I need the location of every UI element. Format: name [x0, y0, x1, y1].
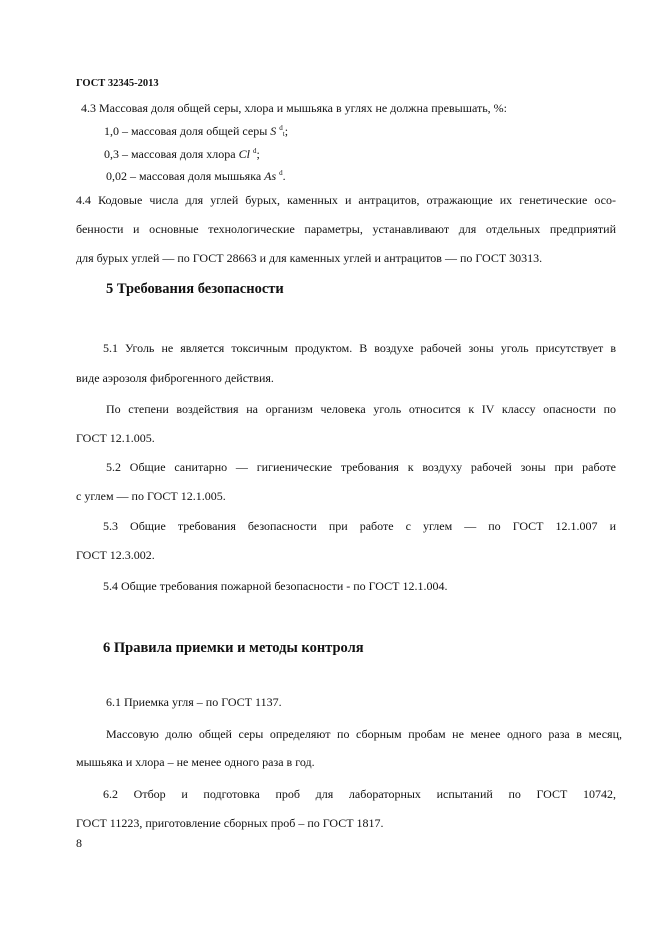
sulfur-subscript: t: [282, 130, 285, 138]
paragraph-6-1b-line-1: Массовую долю общей серы определяют по сборным пробам не менее одного раза в месяц,: [106, 727, 622, 741]
paragraph-5-4: 5.4 Общие требования пожарной безопасности - по ГОСТ 12.1.004.: [103, 579, 448, 593]
chlorine-symbol: Cl: [238, 147, 250, 161]
paragraph-5-1-line-2: виде аэрозоля фиброгенного действия.: [76, 371, 274, 385]
paragraph-6-1: 6.1 Приемка угля – по ГОСТ 1137.: [106, 695, 282, 709]
paragraph-6-1b-line-2: мышьяка и хлора – не менее одного раза в год.: [76, 755, 315, 769]
paragraph-5-2-line-1: 5.2 Общие санитарно — гигиенические требования к воздуху рабочей зоны при работе: [106, 460, 616, 474]
arsenic-superscript: d: [279, 169, 283, 177]
section-5-title: 5 Требования безопасности: [106, 281, 284, 297]
chlorine-superscript: d: [252, 147, 257, 155]
sulfur-limit-text: 1,0 – массовая доля общей серы: [104, 124, 271, 138]
arsenic-symbol: As: [264, 169, 277, 183]
sulfur-superscript: d: [279, 124, 283, 132]
chlorine-limit-text: 0,3 – массовая доля хлора: [104, 147, 239, 161]
chlorine-line-end: ;: [256, 147, 260, 161]
sulfur-limit-line: [104, 124, 288, 138]
paragraph-4-4-line-2: бенности и основные технологические параметры, устанавливают для отдельных предприятий: [76, 222, 616, 236]
paragraph-5-3-line-2: ГОСТ 12.3.002.: [76, 548, 155, 562]
chlorine-limit-line: [104, 147, 260, 161]
paragraph-6-2-line-2: ГОСТ 11223, приготовление сборных проб – по ГОСТ 1817.: [76, 816, 384, 830]
section-6-title: 6 Правила приемки и методы контроля: [103, 640, 364, 656]
sulfur-symbol: S: [270, 124, 277, 138]
arsenic-limit-text: 0,02 – массовая доля мышьяка: [106, 169, 265, 183]
paragraph-5-1b-line-2: ГОСТ 12.1.005.: [76, 431, 155, 445]
page-number: 8: [76, 836, 82, 850]
paragraph-4-4-line-3: для бурых углей — по ГОСТ 28663 и для каменных углей и антрацитов — по ГОСТ 30313.: [76, 251, 543, 265]
paragraph-4-4-line-1: 4.4 Кодовые числа для углей бурых, каменных и антрацитов, отражающие их генетические осо-: [76, 193, 616, 207]
arsenic-line-end: .: [282, 169, 286, 183]
paragraph-5-2-line-2: с углем — по ГОСТ 12.1.005.: [76, 489, 226, 503]
arsenic-limit-line: [106, 169, 286, 183]
paragraph-6-2-line-1: 6.2 Отбор и подготовка проб для лабораторных испытаний по ГОСТ 10742,: [103, 787, 616, 801]
paragraph-4-3-lead: 4.3 Массовая доля общей серы, хлора и мышьяка в углях не должна превышать, %:: [81, 101, 507, 115]
paragraph-5-1b-line-1: По степени воздействия на организм человека уголь относится к IV классу опасности по: [106, 402, 616, 416]
document-code-header: ГОСТ 32345-2013: [76, 78, 159, 89]
sulfur-line-end: ;: [284, 124, 289, 138]
paragraph-5-3-line-1: 5.3 Общие требования безопасности при работе с углем — по ГОСТ 12.1.007 и: [103, 519, 616, 533]
paragraph-5-1-line-1: 5.1 Уголь не является токсичным продуктом. В воздухе рабочей зоны уголь присутствует в: [103, 341, 616, 355]
